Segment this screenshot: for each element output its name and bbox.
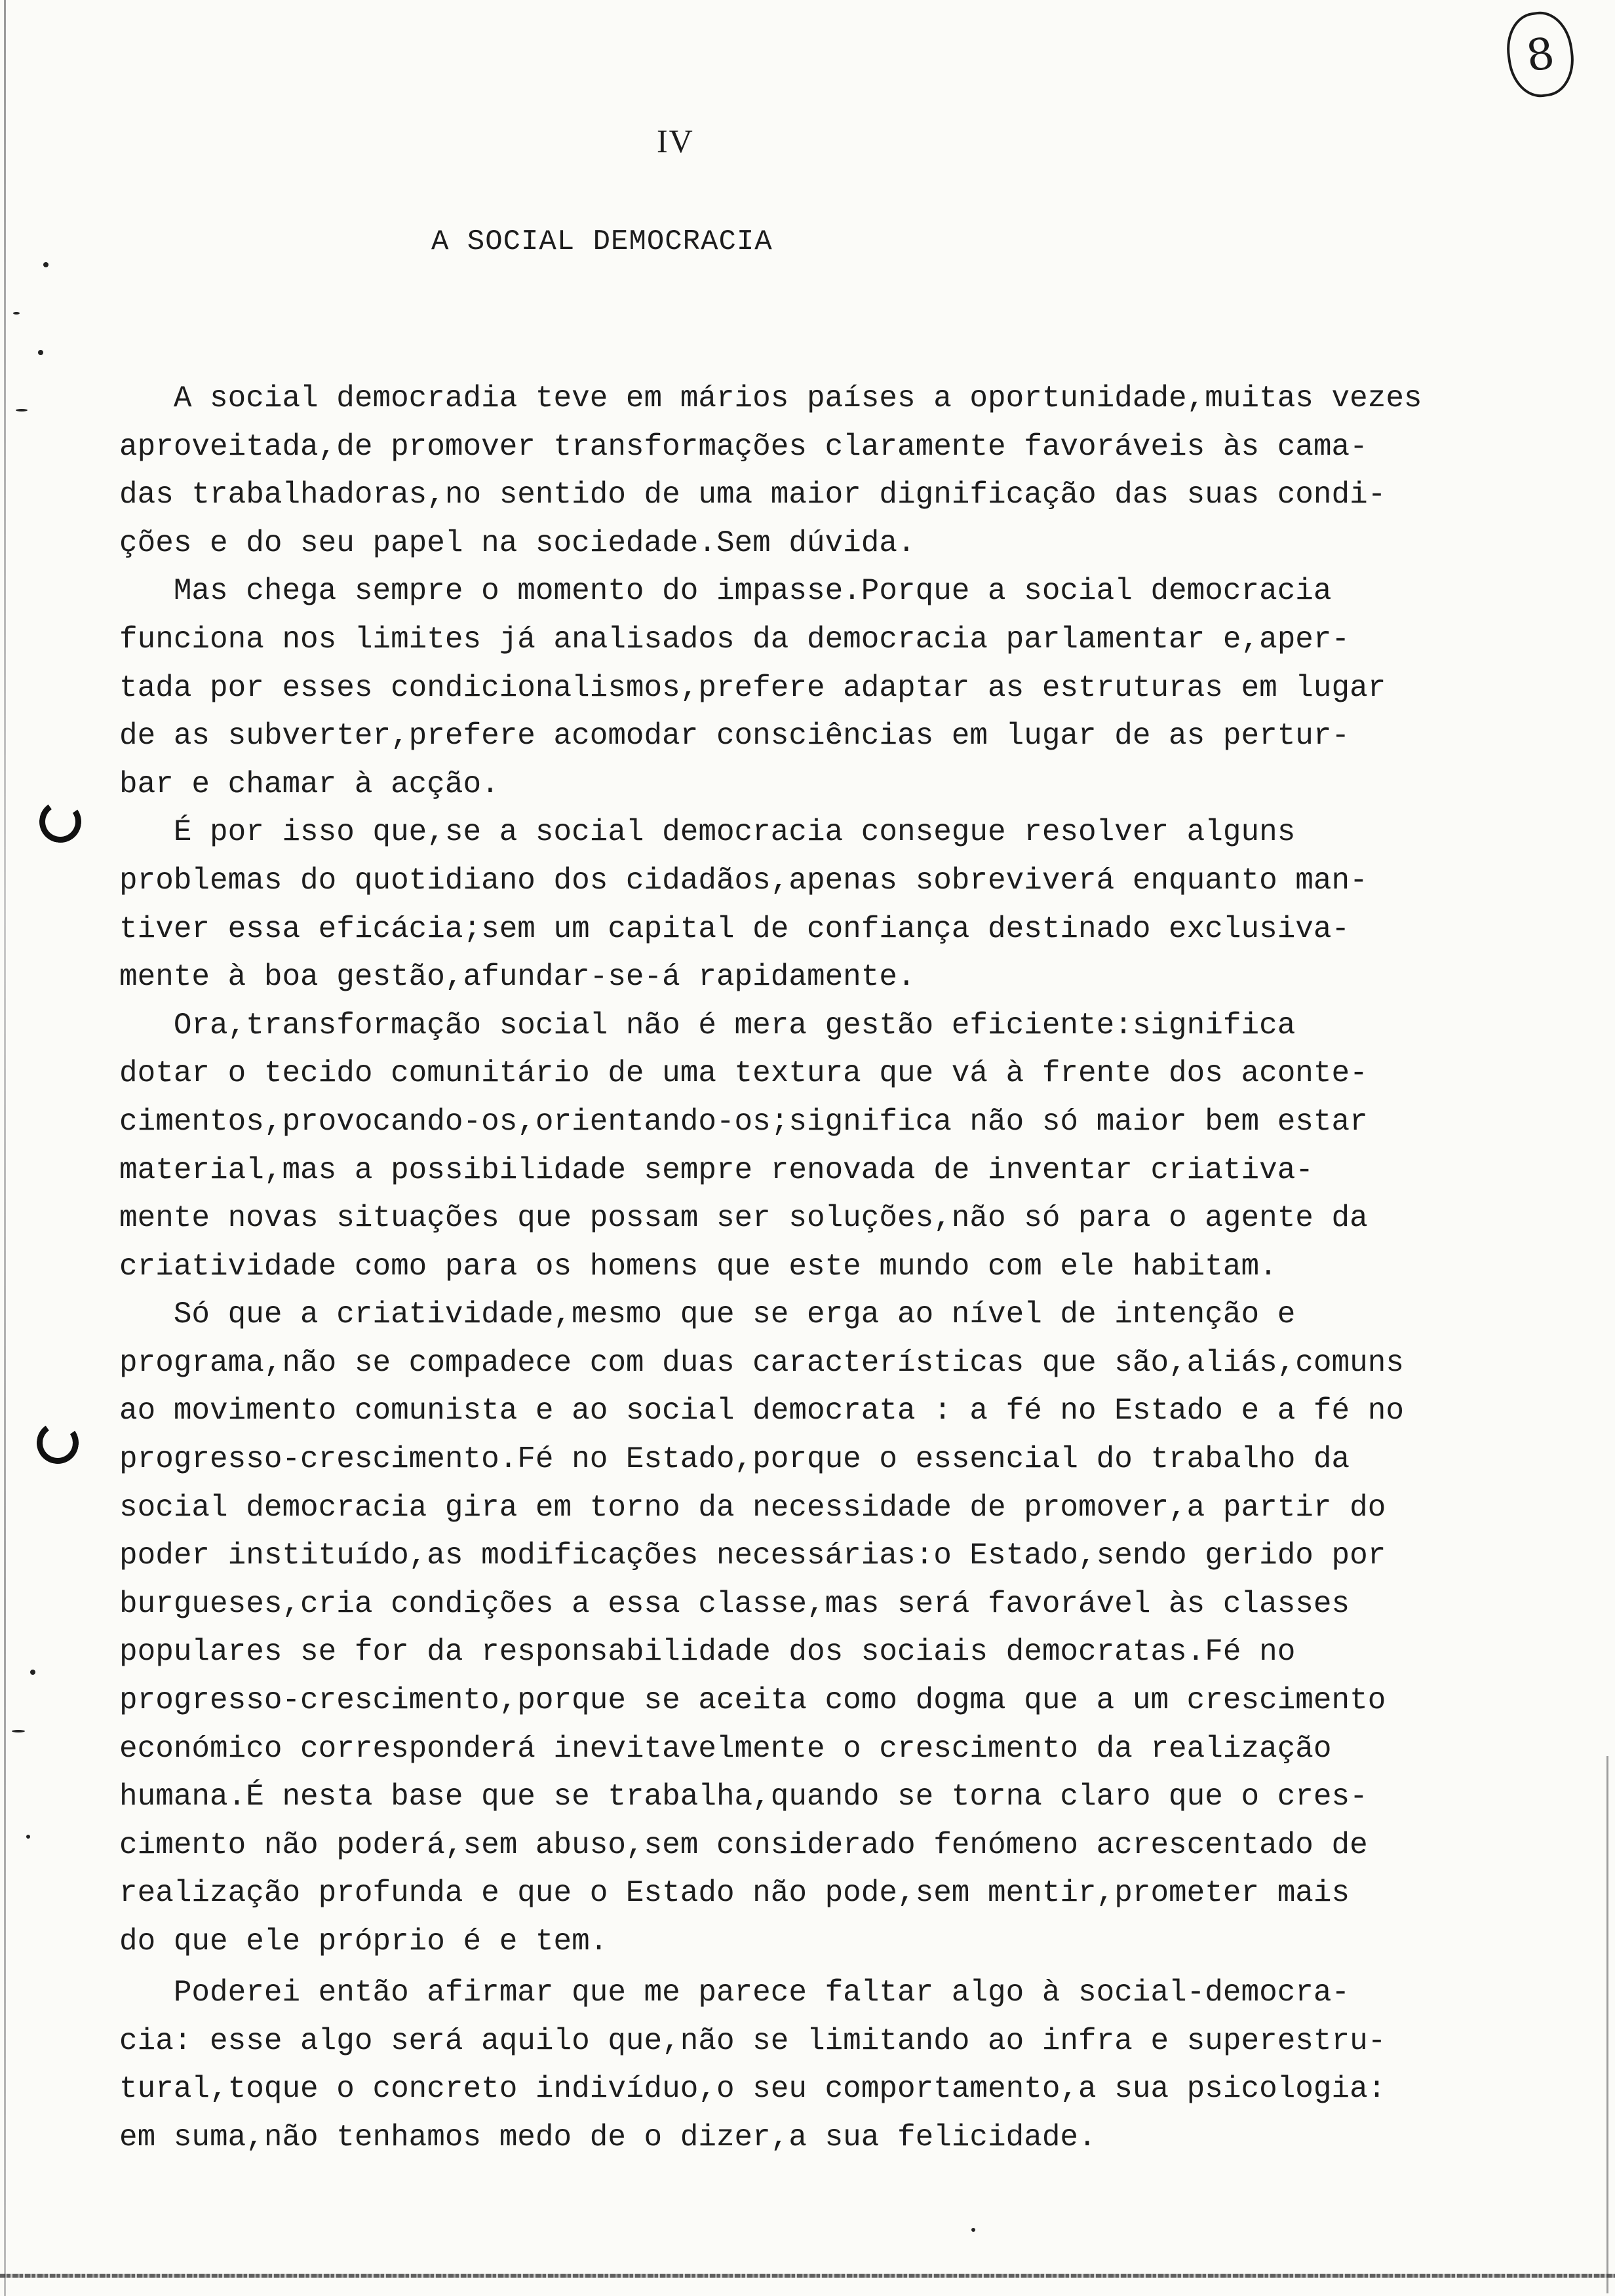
- text-line: cimento não poderá,sem abuso,sem considerado fenómeno acrescentado de: [119, 1827, 1368, 1862]
- handwritten-page-number: 8: [1502, 8, 1578, 102]
- text-line: cia: esse algo será aquilo que,não se limitando ao infra e superestru-: [119, 2023, 1386, 2058]
- scan-speck: [16, 409, 28, 411]
- text-line: Ora,transformação social não é mera gestão eficiente:significa: [119, 1008, 1296, 1043]
- text-line: poder instituído,as modificações necessárias:o Estado,sendo gerido por: [119, 1539, 1386, 1573]
- body-text: [119, 375, 1587, 2162]
- scan-speck: [30, 1670, 35, 1675]
- text-line: humana.É nesta base que se trabalha,quando se torna claro que o cres-: [119, 1780, 1368, 1814]
- chapter-number: IV: [657, 123, 694, 159]
- text-line: A social democradia teve em mários países a oportunidade,muitas vezes: [119, 381, 1422, 415]
- text-line: burgueses,cria condições a essa classe,mas será favorável às classes: [119, 1586, 1350, 1621]
- text-line: Só que a criatividade,mesmo que se erga ao nível de intenção e: [119, 1297, 1296, 1332]
- scan-speck: [26, 1835, 30, 1839]
- text-line: tiver essa eficácia;sem um capital de confiança destinado exclusiva-: [119, 911, 1350, 946]
- text-line: de as subverter,prefere acomodar consciências em lugar de as pertur-: [119, 719, 1350, 754]
- scan-speck: [38, 350, 43, 355]
- text-line: das trabalhadoras,no sentido de uma maior dignificação das suas condi-: [119, 478, 1386, 512]
- text-line: progresso-crescimento.Fé no Estado,porque o essencial do trabalho da: [119, 1442, 1350, 1477]
- text-line: Mas chega sempre o momento do impasse.Porque a social democracia: [119, 574, 1332, 609]
- bottom-scan-edge: [0, 2274, 1615, 2278]
- chapter-title: A SOCIAL DEMOCRACIA: [431, 225, 773, 258]
- text-line: populares se for da responsabilidade dos sociais democratas.Fé no: [119, 1635, 1296, 1670]
- scan-speck: [971, 2228, 975, 2232]
- scan-speck: [13, 312, 20, 315]
- text-line: do que ele próprio é e tem.: [119, 1924, 608, 1959]
- left-scan-edge: [4, 0, 6, 2296]
- text-line: dotar o tecido comunitário de uma textura que vá à frente dos aconte-: [119, 1056, 1368, 1091]
- text-line: cimentos,provocando-os,orientando-os;significa não só maior bem estar: [119, 1104, 1368, 1139]
- text-line: tural,toque o concreto indivíduo,o seu comportamento,a sua psicologia:: [119, 2072, 1386, 2107]
- text-line: funciona nos limites já analisados da democracia parlamentar e,aper-: [119, 622, 1350, 657]
- text-line: progresso-crescimento,porque se aceita como dogma que a um crescimento: [119, 1683, 1386, 1718]
- text-line: mente à boa gestão,afundar-se-á rapidamente.: [119, 960, 916, 995]
- scan-speck: [43, 262, 49, 267]
- text-line: social democracia gira em torno da necessidade de promover,a partir do: [119, 1490, 1386, 1525]
- text-line: Poderei então afirmar que me parece faltar algo à social-democra-: [119, 1976, 1350, 2010]
- text-line: problemas do quotidiano dos cidadãos,apenas sobreviverá enquanto man-: [119, 863, 1368, 898]
- text-line: mente novas situações que possam ser soluções,não só para o agente da: [119, 1201, 1368, 1236]
- text-line: criatividade como para os homens que este mundo com ele habitam.: [119, 1249, 1277, 1284]
- text-line: material,mas a possibilidade sempre renovada de inventar criativa-: [119, 1153, 1313, 1187]
- right-scan-edge: [1606, 1756, 1608, 2293]
- scan-speck: [12, 1730, 25, 1732]
- text-line: realização profunda e que o Estado não pode,sem mentir,prometer mais: [119, 1876, 1350, 1911]
- text-line: bar e chamar à acção.: [119, 767, 499, 801]
- binder-hole-mark: [36, 797, 85, 846]
- text-line: em suma,não tenhamos medo de o dizer,a sua felicidade.: [119, 2120, 1097, 2154]
- text-line: É por isso que,se a social democracia consegue resolver alguns: [119, 815, 1296, 850]
- text-line: económico corresponderá inevitavelmente o crescimento da realização: [119, 1731, 1332, 1766]
- text-line: programa,não se compadece com duas características que são,aliás,comuns: [119, 1345, 1404, 1380]
- text-line: ao movimento comunista e ao social democrata : a fé no Estado e a fé no: [119, 1394, 1404, 1428]
- text-line: aproveitada,de promover transformações claramente favoráveis às cama-: [119, 429, 1368, 464]
- text-line: tada por esses condicionalismos,prefere adaptar as estruturas em lugar: [119, 670, 1386, 705]
- binder-hole-mark: [33, 1419, 82, 1467]
- text-line: ções e do seu papel na sociedade.Sem dúvida.: [119, 526, 916, 560]
